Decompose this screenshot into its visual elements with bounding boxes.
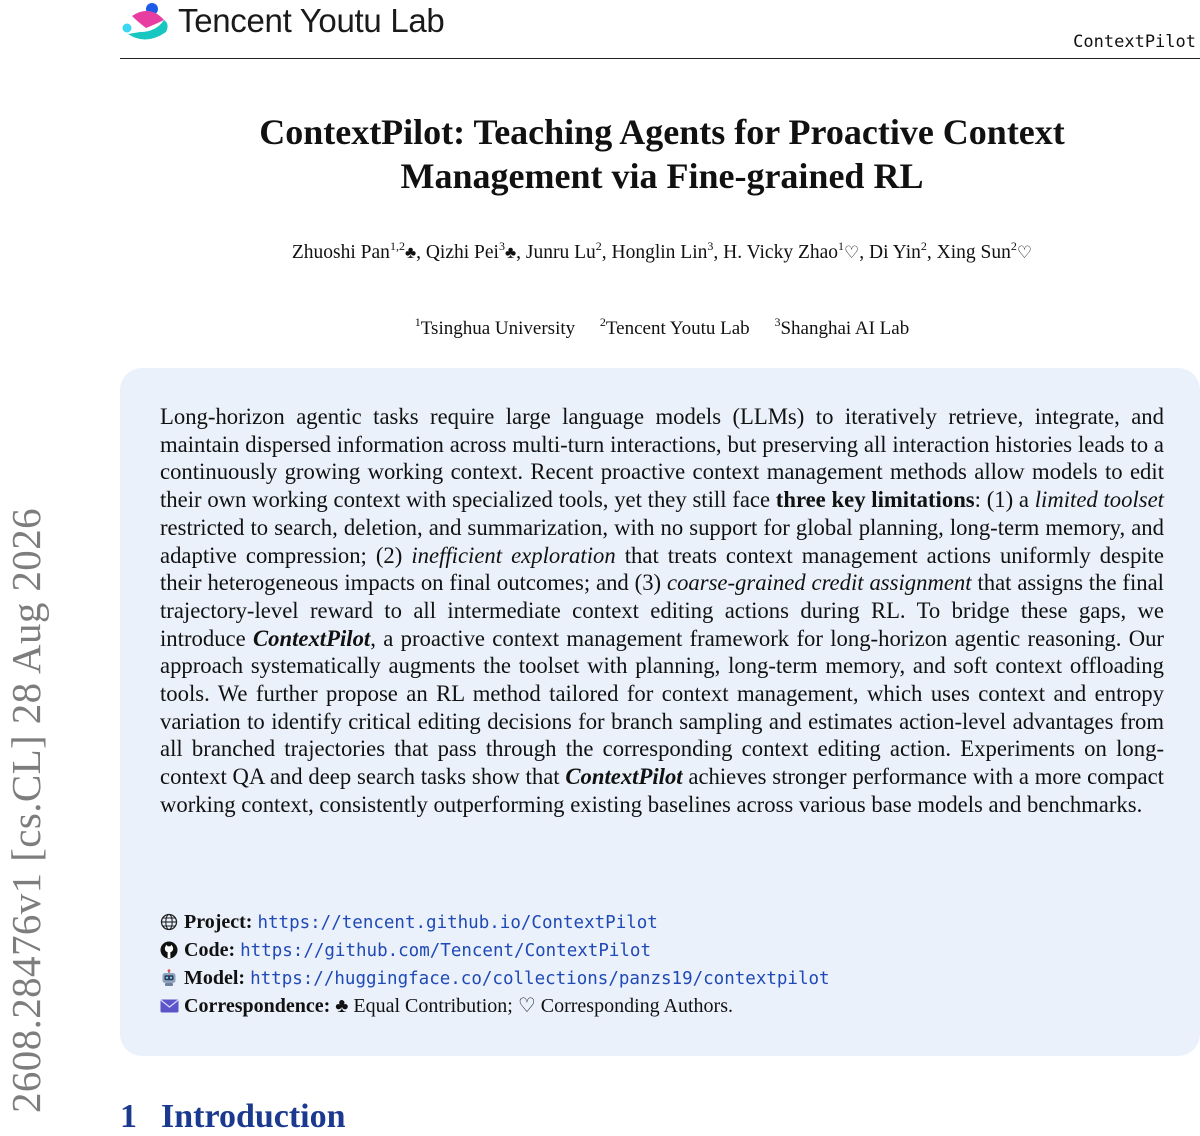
- robot-icon: [160, 964, 184, 992]
- model-url-link[interactable]: https://huggingface.co/collections/panzs19/contextpilot: [250, 969, 830, 989]
- header-rule: [120, 58, 1200, 59]
- paper-title: [120, 110, 1200, 198]
- author: Qizhi Pei$^3$♣,: [425, 239, 526, 263]
- author-list: [120, 239, 1200, 264]
- tencent-youtu-logo: [120, 2, 172, 46]
- author: Di Yin$^2$,: [869, 239, 937, 263]
- model-label: Model:: [184, 967, 246, 989]
- envelope-icon: [160, 992, 184, 1020]
- author: Zhuoshi Pan$^{1,2}$♣,: [291, 239, 426, 263]
- author: Junru Lu$^2$,: [525, 239, 612, 263]
- correspondence-row: [160, 992, 830, 1020]
- code-link-row: [160, 936, 830, 964]
- title-line-2: Management via Fine-grained RL: [400, 156, 924, 196]
- brand-name: Tencent Youtu Lab: [178, 2, 445, 39]
- correspondence-note: ♣ Equal Contribution; ♡ Corresponding Authors.: [335, 995, 733, 1017]
- project-label: Project:: [184, 911, 253, 933]
- affiliation: $^2$Tencent Youtu Lab: [599, 315, 750, 339]
- affiliation: $^1$Tsinghua University: [414, 315, 576, 339]
- project-url-link[interactable]: https://tencent.github.io/ContextPilot: [257, 913, 658, 933]
- logo-dot-left: [123, 24, 132, 33]
- running-head: ContextPilot: [1073, 32, 1196, 52]
- correspondence-label: Correspondence:: [184, 995, 331, 1017]
- section-number: 1: [120, 1098, 137, 1135]
- affiliation-list: [120, 315, 1200, 340]
- arxiv-identifier: 2608.28476v1 [cs.CL] 28 Aug 2026: [3, 508, 49, 1113]
- code-label: Code:: [184, 939, 236, 961]
- logo-arc-pink: [132, 11, 164, 28]
- abstract-box: [120, 368, 1200, 1056]
- model-link-row: [160, 964, 830, 992]
- code-url-link[interactable]: https://github.com/Tencent/ContextPilot: [240, 941, 652, 961]
- globe-icon: [160, 908, 184, 936]
- title-line-1: ContextPilot: Teaching Agents for Proactive Context: [259, 112, 1065, 152]
- author: Honglin Lin$^3$,: [611, 239, 724, 263]
- project-link-row: [160, 908, 830, 936]
- section-title: Introduction: [161, 1098, 346, 1135]
- section-heading: [120, 1098, 346, 1136]
- author: H. Vicky Zhao$^1$♡,: [723, 239, 870, 263]
- resource-links: [160, 908, 830, 1020]
- github-icon: [160, 936, 184, 964]
- affiliation: $^3$Shanghai AI Lab: [774, 315, 910, 339]
- author: Xing Sun$^2$♡: [936, 239, 1033, 263]
- abstract-text: Long-horizon agentic tasks require large language models (LLMs) to iteratively retrieve, integrate, and maintain dispersed information across multi-turn interactions, but preserving all interaction histories leads to a continuously growing working context. Recent proactive context management methods allow models to edit their own working context with specialized tools, yet they still face three key limitations: (1) a limited toolset restricted to search, deletion, and summarization, with no support for global planning, long-term memory, and adaptive compression; (2) inefficient exploration that treats context management actions uniformly despite their heterogeneous impacts on final outcomes; and (3) coarse-grained credit assignment that assigns the final trajectory-level reward to all intermediate context editing actions during RL. To bridge these gaps, we introduce ContextPilot, a proactive context management framework for long-horizon agentic reasoning. Our approach systematically augments the toolset with planning, long-term memory, and soft context offloading tools. We further propose an RL method tailored for context management, which uses context and entropy variation to identify critical editing decisions for branch sampling and estimates action-level advantages from all branched trajectories that pass through the corresponding context editing action. Experiments on long-context QA and deep search tasks show that ContextPilot achieves stronger performance with a more compact working context, consistently outperforming existing baselines across various base models and benchmarks.: [160, 404, 1164, 817]
